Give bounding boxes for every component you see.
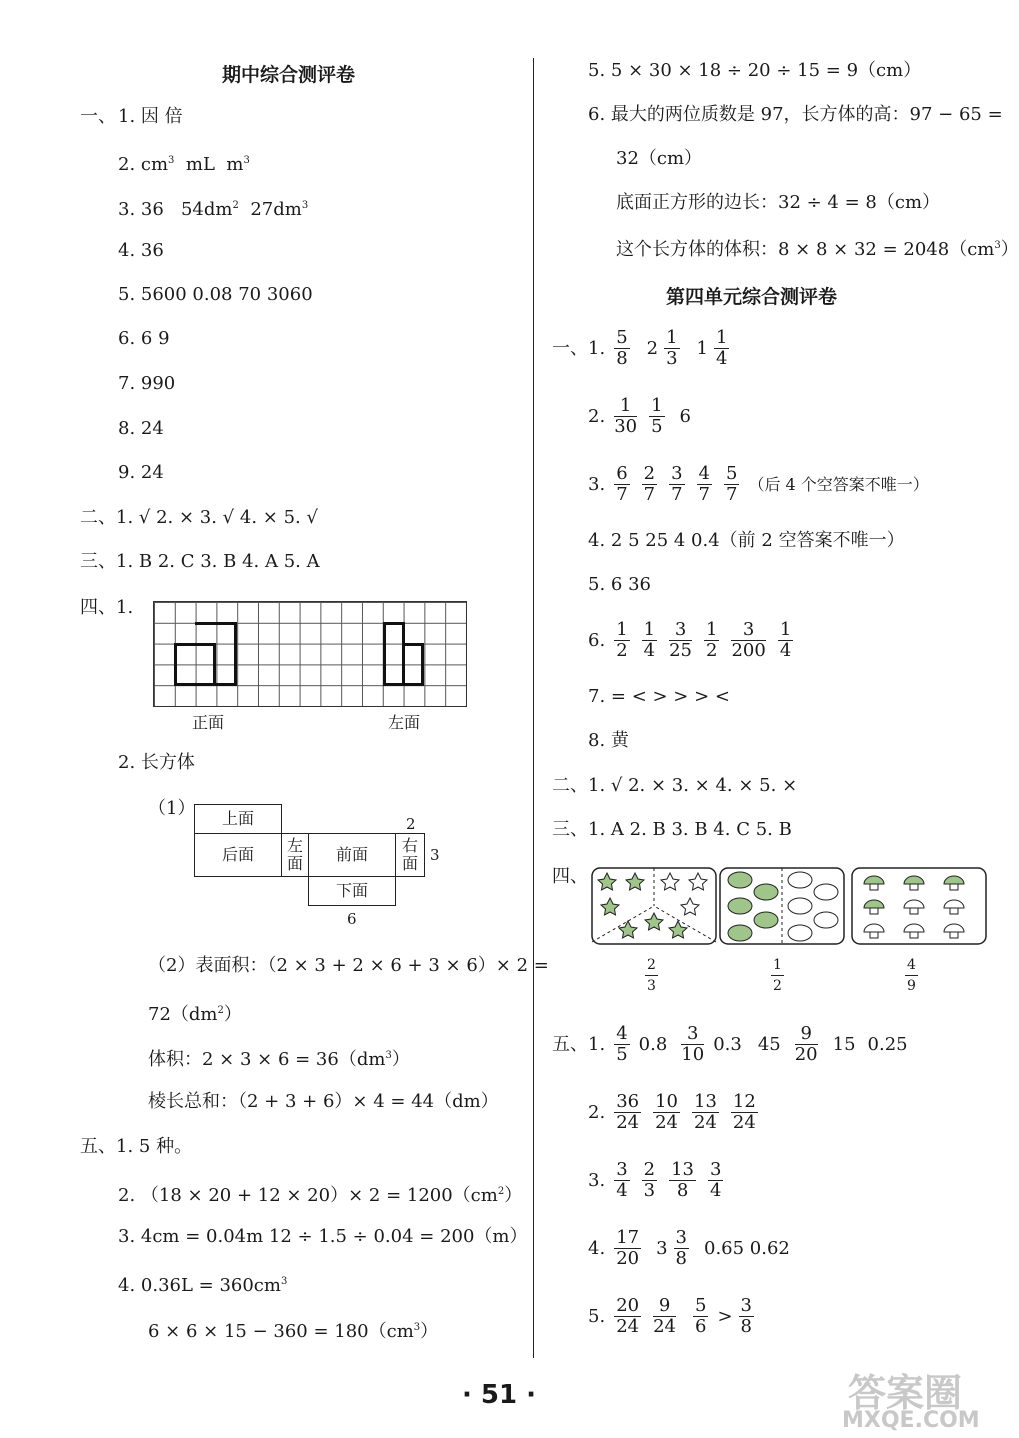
cloud-icon: [754, 884, 778, 900]
answer-1-9: 9. 24: [118, 462, 164, 483]
answer-r6d: 这个长方体的体积：$8 \times 8 \times 32 = 2048(cm^3)$: [616, 239, 1019, 260]
r-s5-q2: 2. $\frac{36}{24}$ $\frac{10}{24}$ $\frac{13}{24}$ $\frac{12}{24}$: [588, 1091, 756, 1133]
r-s5-q4: 4. $\frac{17}{20}$ 3 $\frac{3}{8}$ 0.65 0.62: [588, 1227, 790, 1269]
answer-1-1: 1. 因 倍: [118, 106, 183, 127]
cloud-outline-icon: [788, 925, 812, 941]
answer-4-2: 2. 长方体: [118, 752, 195, 773]
r-s5-q5: 5. $\frac{20}{24}$ $\frac{9}{24}$ $\frac{5}{6}$ > $\frac{3}{8}$: [588, 1295, 752, 1337]
s4-label: 四、1.: [80, 597, 134, 618]
cloud-icon: [728, 872, 752, 888]
section-2-answers: 二、1. √ 2. × 3. √ 4. × 5. √: [80, 507, 318, 528]
mushroom-outline-icon: [944, 900, 964, 908]
pic-fraction-a: $\frac{2}{3}$: [647, 957, 656, 994]
surface-area-line: （2）表面积：（2 × 3 + 2 × 6 + 3 × 6）× 2 =: [148, 955, 549, 976]
star-icon: [645, 913, 663, 930]
answer-r6c: 底面正方形的边长：32 ÷ 4 = 8（cm）: [616, 192, 941, 213]
r-s1-q3: 3. $\frac{6}{7}$ $\frac{2}{7}$ $\frac{3}{7}$ $\frac{4}{7}$ $\frac{5}{7}$ （后 4 个空答案不唯一）: [588, 463, 929, 505]
mushroom-picture: [850, 866, 990, 946]
pic-fraction-b: $\frac{1}{2}$: [773, 957, 782, 994]
r-s1-q5: 5. 6 36: [588, 574, 651, 595]
answer-5-2: 2. $(18 \times 20 + 12 \times 20)\times 2 = 1200(cm^2)$: [118, 1185, 523, 1206]
net-right: 右面: [395, 833, 425, 877]
r-section-2: 二、1. √ 2. × 3. × 4. × 5. ×: [552, 775, 798, 796]
answer-5-3: 3. 4cm = 0.04m 12 ÷ 1.5 ÷ 0.04 = 200（m）: [118, 1226, 528, 1247]
dim-2: 2: [406, 815, 416, 833]
watermark-logo: 答案圈: [848, 1371, 963, 1415]
mushroom-outline-icon: [944, 924, 964, 932]
front-label: 正面: [192, 713, 225, 732]
r-s5-q3: 3. $\frac{3}{4}$ $\frac{2}{3}$ $\frac{13}{8}$ $\frac{3}{4}$: [588, 1159, 722, 1201]
star-icon: [601, 898, 619, 915]
edge-sum-line: 棱长总和：（2 + 3 + 6）× 4 = 44（dm）: [148, 1091, 499, 1112]
r-section-3: 三、1. A 2. B 3. B 4. C 5. B: [552, 819, 792, 840]
cloud-outline-icon: [814, 912, 838, 928]
answer-1-5: 5. 5600 0.08 70 3060: [118, 284, 313, 305]
answer-5-1: 五、1. 5 种。: [80, 1136, 193, 1157]
dim-6: 6: [347, 910, 357, 928]
answer-1-6: 6. 6 9: [118, 328, 170, 349]
net-back: 后面: [194, 833, 282, 877]
volume-line: 体积：$2 \times 3 \times 6 = 36(dm^3)$: [148, 1049, 410, 1070]
left-title: 期中综合测评卷: [222, 64, 356, 86]
star-icon: [626, 873, 644, 890]
section-3-answers: 三、1. B 2. C 3. B 4. A 5. A: [80, 551, 320, 572]
r-s1-q1: 一、1. $\frac{5}{8}$ 2 $\frac{1}{3}$ 1 $\frac{1}{4}$: [552, 327, 728, 369]
star-outline-icon: [661, 873, 679, 890]
r-s1-q7: 7. = < > > > <: [588, 686, 730, 707]
net-left: 左面: [281, 833, 309, 877]
right-title: 第四单元综合测评卷: [666, 286, 838, 308]
answer-1-2: 2. $cm^3$ mL $m^3$: [118, 154, 250, 175]
answer-r5: 5. 5 × 30 × 18 ÷ 20 ÷ 15 = 9（cm）: [588, 60, 922, 81]
page-number: · 51 ·: [462, 1380, 537, 1410]
dim-3: 3: [430, 846, 440, 864]
star-icon: [598, 873, 616, 890]
left-view-block-b: [402, 643, 424, 686]
answer-1-8: 8. 24: [118, 418, 164, 439]
answer-1-4: 4. 36: [118, 240, 164, 261]
left-view-label: 左面: [388, 713, 421, 732]
cloud-icon: [728, 925, 752, 941]
watermark-url: MXQE.COM: [842, 1408, 980, 1433]
answer-5-4: 4. $0.36L = 360cm^3$: [118, 1275, 288, 1296]
cloud-outline-icon: [788, 872, 812, 888]
answer-1-7: 7. 990: [118, 373, 176, 394]
mushroom-icon: [864, 876, 884, 884]
column-divider: [533, 58, 534, 1358]
s1-label: 一、: [80, 106, 116, 127]
mushroom-outline-icon: [904, 924, 924, 932]
r-s1-q2: 2. $\frac{1}{30}$ $\frac{1}{5}$ 6: [588, 395, 691, 437]
r-s1-q8: 8. 黄: [588, 730, 629, 751]
fraction-pictures: [590, 866, 850, 946]
cloud-outline-icon: [788, 898, 812, 914]
r-s1-q6: 6. $\frac{1}{2}$ $\frac{1}{4}$ $\frac{3}{25}$ $\frac{1}{2}$ $\frac{3}{200}$ $\frac{1}{4}$: [588, 619, 792, 661]
r-s5-q1: 五、1. $\frac{4}{5}$ 0.8 $\frac{3}{10}$ 0.3 45 $\frac{9}{20}$ 15 0.25: [552, 1023, 908, 1065]
mushroom-outline-icon: [864, 924, 884, 932]
mushroom-outline-icon: [904, 900, 924, 908]
star-outline-icon: [689, 873, 707, 890]
cloud-icon: [728, 898, 752, 914]
front-view-block-b: [195, 622, 237, 686]
answer-r6b: 32（cm）: [616, 148, 703, 169]
r-s4-label: 四、: [552, 866, 588, 887]
net-top: 上面: [194, 804, 282, 834]
mushroom-icon: [864, 900, 884, 908]
r-s1-q4: 4. 2 5 25 4 0.4（前 2 空答案不唯一）: [588, 530, 905, 551]
answer-1-3: 3. 36 $54dm^2$ $27dm^3$: [118, 199, 309, 220]
star-icon: [619, 921, 637, 938]
answer-5-4b: $6 \times 6 \times 15 - 360 = 180(cm^3)$: [148, 1321, 439, 1342]
cloud-outline-icon: [814, 884, 838, 900]
mushroom-icon: [904, 876, 924, 884]
star-outline-icon: [681, 898, 699, 915]
part-1-label: （1）: [148, 798, 196, 819]
mushroom-icon: [944, 876, 964, 884]
net-front: 前面: [308, 833, 396, 877]
pic-fraction-c: $\frac{4}{9}$: [907, 957, 916, 994]
answer-r6a: 6. 最大的两位质数是 97，长方体的高：97 − 65 =: [588, 104, 1003, 125]
cloud-icon: [754, 912, 778, 928]
surface-area-result: $72(dm^2)$: [148, 1004, 242, 1025]
net-bottom: 下面: [308, 876, 396, 906]
